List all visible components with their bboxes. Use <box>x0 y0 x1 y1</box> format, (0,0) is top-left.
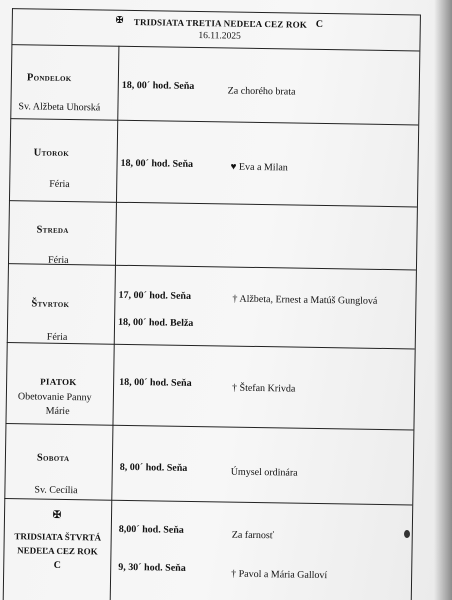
day-name: Streda <box>36 224 69 237</box>
day-saint: Sv. Alžbeta Uhorská <box>18 101 101 114</box>
row-divider <box>9 200 417 207</box>
day-saint: Féria <box>47 254 69 267</box>
day-saint: Féria <box>49 178 70 191</box>
header-title: TRIDSIATA TRETIA NEDEĽA CEZ ROK <box>133 17 308 30</box>
mass-time: 18, 00´ hod. Seňa <box>119 376 192 389</box>
table-border-left <box>3 8 13 600</box>
mass-intention: ♥ Eva a Milan <box>230 161 288 174</box>
sunday-cross-icon: ✠ <box>52 509 62 521</box>
day-saint: Féria <box>46 331 68 344</box>
row-divider <box>10 118 418 125</box>
mass-time: 18, 00´ hod. Seňa <box>120 157 194 170</box>
day-name: Sobota <box>36 452 70 465</box>
ink-speck <box>404 530 410 538</box>
table-border-top <box>12 8 420 15</box>
page-edge-shadow <box>434 0 452 600</box>
sunday-title-line: C <box>53 559 61 571</box>
day-saint: Obetovanie Panny <box>17 391 92 404</box>
mass-intention: † Štefan Krivda <box>231 382 296 395</box>
mass-time: 9, 30´ hod. Seňa <box>118 561 186 574</box>
day-name: Pondelok <box>26 72 72 85</box>
mass-intention: Za farnosť <box>231 529 275 542</box>
mass-intention: † Pavol a Mária Galloví <box>231 568 328 582</box>
row-divider <box>4 498 412 505</box>
mass-time: 8, 00´ hod. Seňa <box>119 461 188 474</box>
mass-intention: † Alžbeta, Ernest a Matúš Gunglová <box>232 293 378 307</box>
row-divider <box>5 423 413 430</box>
schedule-table <box>0 8 430 600</box>
mass-time: 18, 00´ hod. Belža <box>117 316 194 329</box>
day-name: Utorok <box>33 147 70 160</box>
header-divider <box>11 44 419 51</box>
mass-intention: Úmysel ordinára <box>230 466 298 479</box>
day-name: Štvrtok <box>31 298 70 311</box>
day-saint: Sv. Cecília <box>34 484 78 497</box>
table-border-right <box>411 15 421 600</box>
mass-intention: Za chorého brata <box>227 85 296 98</box>
day-saint: Márie <box>45 405 70 418</box>
header-cross-icon: ✠ <box>115 14 124 25</box>
mass-time: 8,00´ hod. Seňa <box>118 523 184 536</box>
sunday-title-line: TRIDSIATA ŠTVRTÁ <box>14 531 102 543</box>
sunday-title-line: NEDEĽA CEZ ROK <box>17 545 98 557</box>
header-year-letter: C <box>315 18 324 30</box>
row-divider <box>7 342 415 349</box>
header-date: 16.11.2025 <box>198 31 241 42</box>
mass-time: 17, 00´ hod. Seňa <box>118 289 192 302</box>
day-name: PIATOK <box>40 376 77 388</box>
row-divider <box>8 263 416 270</box>
mass-time: 18, 00´ hod. Seňa <box>121 79 195 92</box>
